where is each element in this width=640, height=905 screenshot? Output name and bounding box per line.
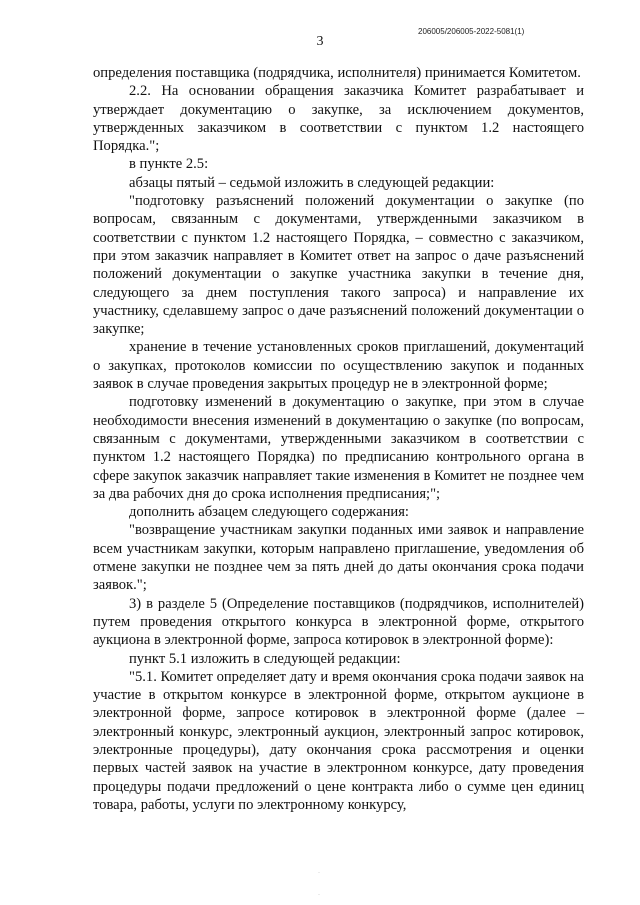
paragraph: абзацы пятый – седьмой изложить в следующей редакции: <box>129 174 495 191</box>
paragraph: 3) в разделе 5 (Определение поставщиков (подрядчиков, исполнителей) путем проведения открытого конкурса в электронной форме, открытого аукциона в электронной форме, запроса котировок в электронной форме): <box>93 595 584 649</box>
paragraph: подготовку изменений в документацию о закупке, при этом в случае необходимости внесения изменений в документацию о закупке (по вопросам, связанным с документами, утвержденными заказчиком в соответствии с пунктом 1.2 настоящего Порядка) по предписанию контрольного органа в сфере закупок заказчик направляет такие изменения в Комитет не позднее чем за два рабочих дня до срока исполнения предписания;"; <box>93 394 584 502</box>
scan-speck: · <box>318 892 320 898</box>
paragraph: "5.1. Комитет определяет дату и время окончания срока подачи заявок на участие в открытом конкурсе в электронной форме, открытом аукционе в электронной форме, запросе котировок в электронной форме (далее – электронный конкурс, электронный аукцион, электронный запрос котировок, электронные процедуры), дату окончания срока рассмотрения и оценки первых частей заявок на участие в электронном конкурсе, дату проведения процедуры подачи предложений о цене контракта либо о сумме цен единиц товара, работы, услуги по электронному конкурсу, <box>93 668 584 813</box>
paragraph: дополнить абзацем следующего содержания: <box>129 504 409 521</box>
paragraph: "возвращение участникам закупки поданных ими заявок и направление всем участникам закупки, которым направлено приглашение, уведомления об отмене закупки не позднее чем за пять дней до даты окончания срока подачи заявок."; <box>93 522 584 594</box>
paragraph: пункт 5.1 изложить в следующей редакции: <box>129 650 401 667</box>
document-id: 206005/206005-2022-5081(1) <box>418 27 525 36</box>
paragraph: 2.2. На основании обращения заказчика Комитет разрабатывает и утверждает документацию о закупке, за исключением документов, утвержденных заказчиком в соответствии с пунктом 1.2 настоящего Порядка."; <box>93 83 584 155</box>
paragraph: определения поставщика (подрядчика, исполнителя) принимается Комитетом. <box>93 65 581 81</box>
paragraph: в пункте 2.5: <box>129 156 209 173</box>
paragraph: "подготовку разъяснений положений документации о закупке (по вопросам, связанным с документами, утвержденными заказчиком в соответствии с пунктом 1.2 настоящего Порядка, – совместно с заказчиком, при этом заказчик направляет в Комитет ответ на запрос о даче разъяснений положений документации о закупке участника закупки в течение дня, следующего за днем поступления такого запроса) и направление их участнику, сделавшему запрос о даче разъяснений положений документации о закупке; <box>93 193 584 338</box>
paragraph: хранение в течение установленных сроков приглашений, документаций о закупках, протоколов комиссии по осуществлению закупок и поданных заявок в случае проведения закрытых процедур не в электронной форме; <box>93 339 584 393</box>
page-number: 3 <box>316 34 324 49</box>
document-body <box>93 64 584 814</box>
scan-speck: · <box>318 870 320 876</box>
